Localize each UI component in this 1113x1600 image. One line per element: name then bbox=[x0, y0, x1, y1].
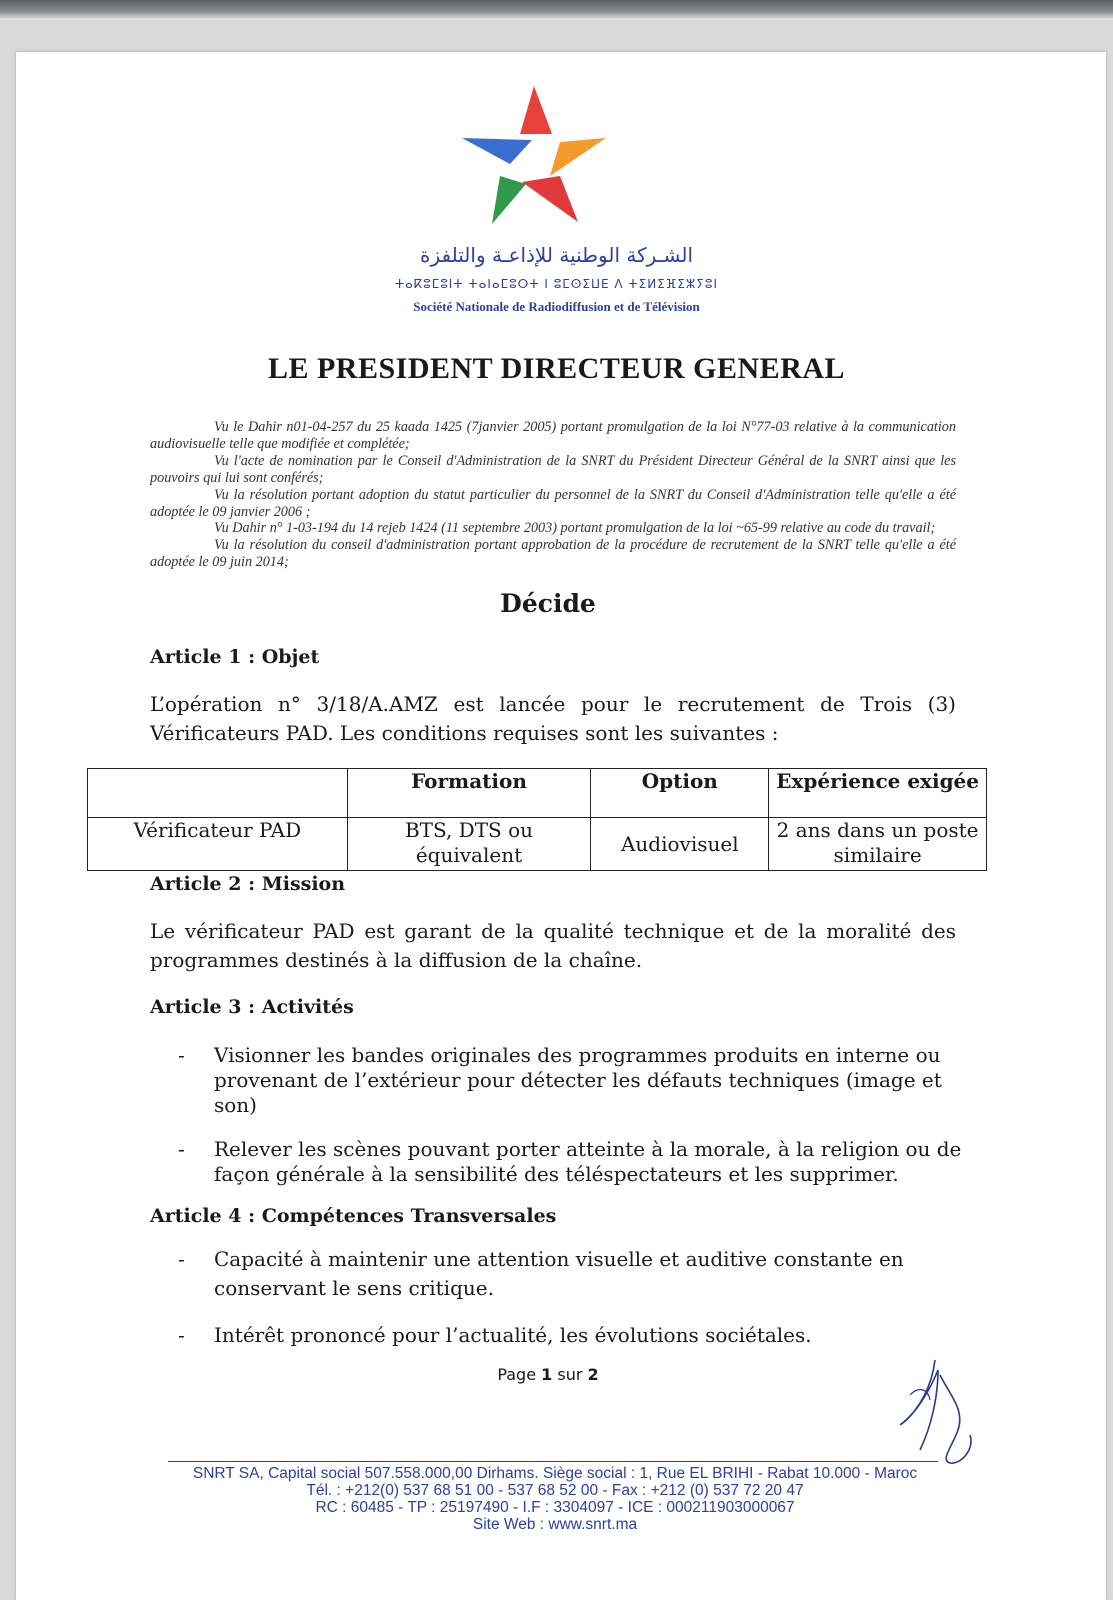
list-item bbox=[178, 1321, 968, 1350]
table-cell-option: Audiovisuel bbox=[591, 818, 769, 871]
footer bbox=[150, 1465, 960, 1533]
conditions-table bbox=[87, 768, 987, 871]
footer-registry: RC : 60485 - TP : 25197490 - I.F : 3304097 - ICE : 000211903000067 bbox=[315, 1499, 795, 1516]
logo-red-bottom-petal bbox=[522, 176, 578, 222]
list-item-text: Relever les scènes pouvant porter atteinte à la morale, à la religion ou de façon générale à la sensibilité des téléspectateurs et les supprimer. bbox=[214, 1137, 962, 1186]
preamble-clause: Vu Dahir n° 1-03-194 du 14 rejeb 1424 (11 septembre 2003) portant promulgation de la loi ~65-99 relative au code du travail; bbox=[214, 520, 936, 537]
list-item bbox=[178, 1043, 968, 1118]
list-item bbox=[178, 1137, 968, 1187]
table-header-cell bbox=[88, 769, 348, 818]
footer-company: SNRT SA, Capital social 507.558.000,00 Dirhams. Siège social : 1, Rue EL BRIHI - Rabat 10.000 - Maroc bbox=[192, 1465, 918, 1482]
preamble bbox=[150, 419, 956, 571]
bullet-dash: - bbox=[178, 1137, 185, 1161]
logo-orange-petal bbox=[550, 138, 606, 176]
table-cell-position: Vérificateur PAD bbox=[88, 818, 348, 871]
list-item bbox=[178, 1245, 968, 1303]
page-current: 1 bbox=[541, 1365, 553, 1384]
table-header-cell: Formation bbox=[347, 769, 591, 818]
article-4-list bbox=[178, 1245, 968, 1350]
list-item-text: Capacité à maintenir une attention visuelle et auditive constante en conservant le sens critique. bbox=[214, 1247, 904, 1300]
list-item-text: Intérêt prononcé pour l’actualité, les évolutions sociétales. bbox=[214, 1323, 812, 1347]
preamble-clause: Vu la résolution portant adoption du statut particulier du personnel de la SNRT du Conseil d'Administration telle qu'elle a été adoptée le 09 janvier 2006 ; bbox=[150, 486, 956, 520]
snrt-star-logo bbox=[460, 84, 610, 229]
page-label: Page bbox=[497, 1365, 537, 1384]
decide-heading: Décide bbox=[500, 589, 596, 618]
document-title: LE PRESIDENT DIRECTEUR GENERAL bbox=[267, 352, 846, 385]
footer-website: Site Web : www.snrt.ma bbox=[472, 1516, 638, 1533]
bullet-dash: - bbox=[178, 1247, 185, 1271]
article-3-list bbox=[178, 1043, 968, 1187]
org-name-arabic: الشـركة الوطنية للإذاعـة والتلفزة bbox=[420, 243, 693, 267]
table-header-row bbox=[88, 769, 987, 818]
logo-red-top-petal bbox=[520, 86, 552, 134]
table-row bbox=[88, 818, 987, 871]
article-3-heading: Article 3 : Activités bbox=[150, 996, 354, 1018]
table-cell-formation: BTS, DTS ou équivalent bbox=[347, 818, 591, 871]
table-cell-experience: 2 ans dans un poste similaire bbox=[769, 818, 987, 871]
bullet-dash: - bbox=[178, 1323, 185, 1347]
footer-phone: Tél. : +212(0) 537 68 51 00 - 537 68 52 00 - Fax : +212 (0) 537 72 20 47 bbox=[306, 1482, 804, 1499]
article-1-heading: Article 1 : Objet bbox=[150, 646, 320, 668]
article-2-text: Le vérificateur PAD est garant de la qualité technique et de la moralité des programmes destinés à la diffusion de la chaîne. bbox=[150, 919, 956, 972]
article-4-heading: Article 4 : Compétences Transversales bbox=[150, 1205, 557, 1227]
scan-edge bbox=[0, 0, 1113, 20]
article-1-text: L’opération n° 3/18/A.AMZ est lancée pour le recrutement de Trois (3) Vérificateurs PAD. Les conditions requises sont les suivantes : bbox=[150, 692, 956, 745]
list-item-text: Visionner les bandes originales des programmes produits en interne ou provenant de l’extérieur pour détecter les défauts techniques (image et son) bbox=[214, 1043, 942, 1117]
page-total: 2 bbox=[587, 1365, 599, 1384]
footer-divider bbox=[168, 1461, 938, 1462]
table-header-cell: Expérience exigée bbox=[769, 769, 987, 818]
preamble-clause: Vu le Dahir n01-04-257 du 25 kaada 1425 (7janvier 2005) portant promulgation de la loi N°77-03 relative à la communication audiovisuelle telle que modifiée et complétée; bbox=[150, 419, 956, 452]
org-name-french: Société Nationale de Radiodiffusion et de Télévision bbox=[413, 299, 700, 314]
page-sep: sur bbox=[557, 1365, 583, 1384]
preamble-clause: Vu la résolution du conseil d'administration portant approbation de la procédure de recrutement de la SNRT telle qu'elle a été adoptée le 09 juin 2014; bbox=[150, 537, 956, 571]
bullet-dash: - bbox=[178, 1043, 185, 1067]
preamble-clause: Vu l'acte de nomination par le Conseil d'Administration de la SNRT du Président Directeur Général de la SNRT ainsi que les pouvoirs qui lui sont conférés; bbox=[150, 452, 956, 486]
signature bbox=[880, 1355, 990, 1465]
table-header-cell: Option bbox=[591, 769, 769, 818]
article-2-heading: Article 2 : Mission bbox=[150, 873, 346, 895]
org-name-tifinagh: ⵜⴰⴽⵓⵎⵓⵏⵜ ⵜⴰⵏⴰⵎⵓⵔⵜ ⵏ ⵓⵎⵙⵉⵡⴹ ⴷ ⵜⵉⵍⵉⴼⵉⵣⵢⵓⵏ bbox=[394, 277, 719, 291]
logo-green-petal bbox=[492, 176, 526, 224]
logo-blue-petal bbox=[462, 138, 532, 164]
